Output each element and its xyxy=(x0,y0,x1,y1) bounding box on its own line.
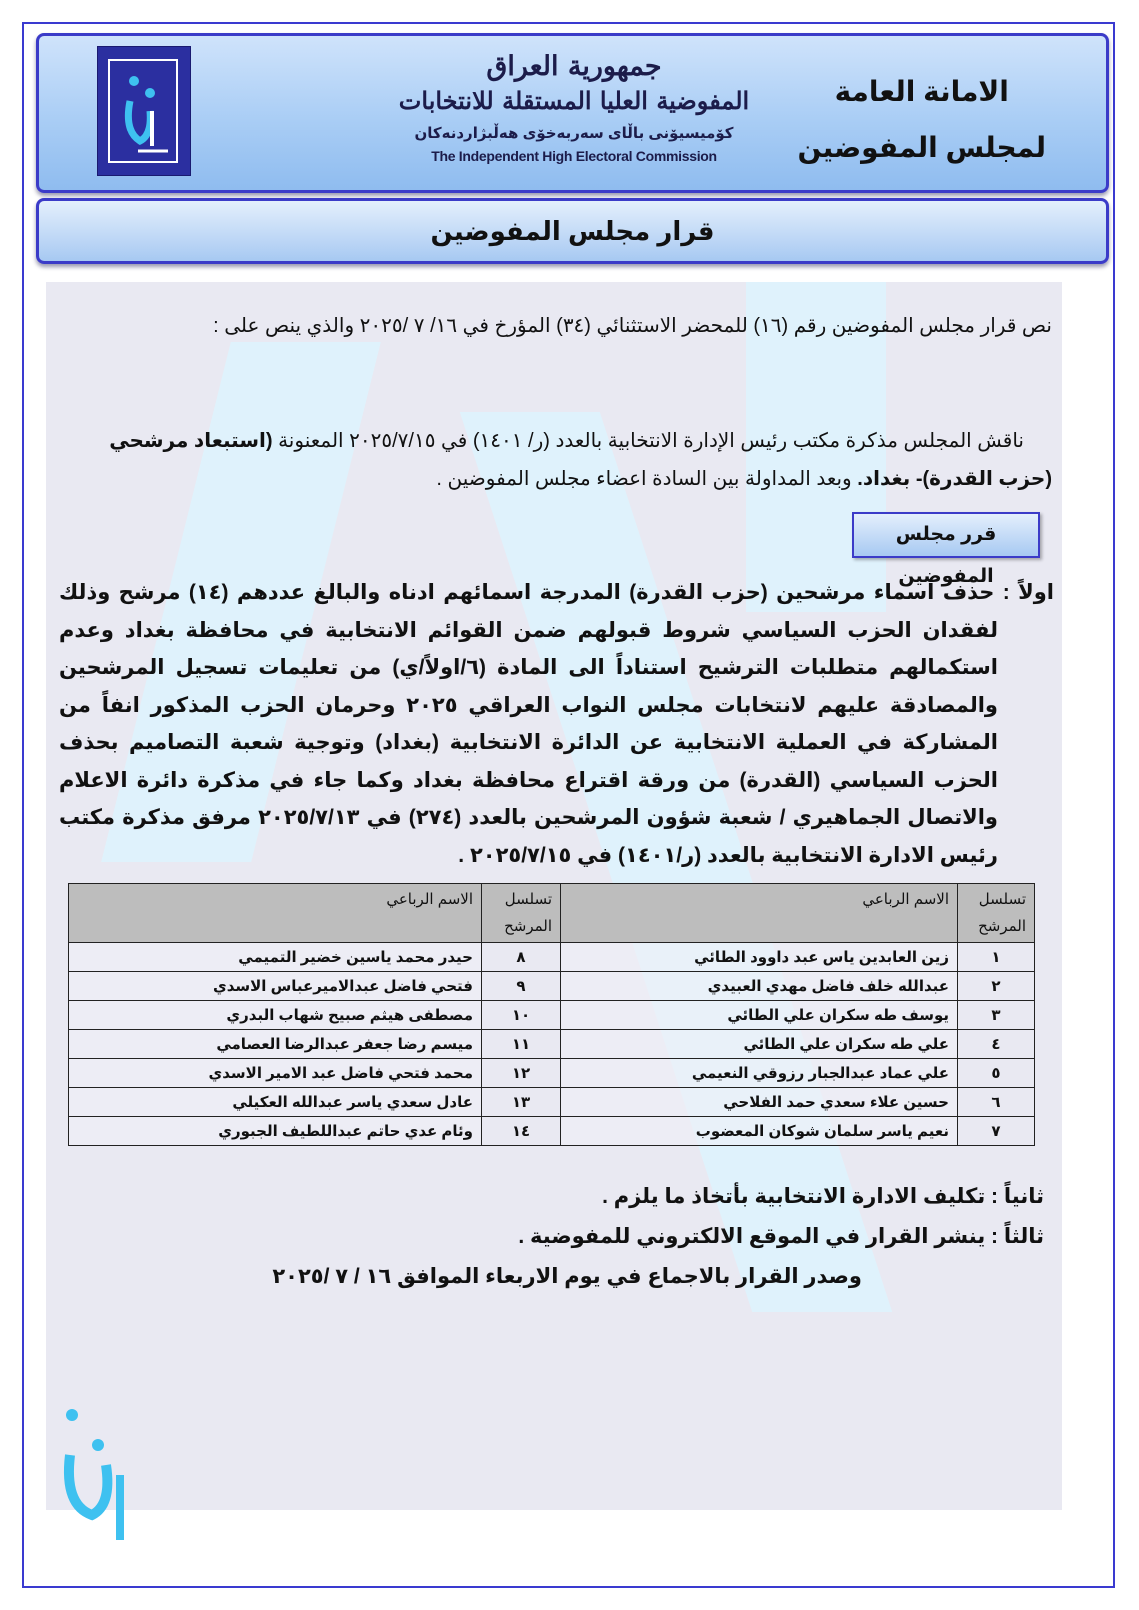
table-row xyxy=(69,1001,1035,1030)
organization-name: جمهورية العراق المفوضية العليا المستقلة للانتخابات كۆمیسیۆنی باڵای سەربەخۆی هەڵبژاردنەکان The Independent High Electoral Commission xyxy=(398,51,750,164)
table-row xyxy=(69,972,1035,1001)
candidate-name: فتحي فاضل عبدالاميرعباس الاسدي xyxy=(69,972,482,1001)
document-title: قرار مجلس المفوضين xyxy=(36,198,1109,264)
candidate-name: ميسم رضا جعفر عبدالرضا العصامي xyxy=(69,1030,482,1059)
candidate-name: محمد فتحي فاضل عبد الامير الاسدي xyxy=(69,1059,482,1088)
ihec-logo xyxy=(97,46,191,176)
candidate-name: يوسف طه سكران علي الطائي xyxy=(561,1001,958,1030)
candidate-seq: ١٤ xyxy=(482,1117,561,1146)
candidate-seq: ٨ xyxy=(482,943,561,972)
candidate-name: علي عماد عبدالجبار رزوقي النعيمي xyxy=(561,1059,958,1088)
closing-statement: وصدر القرار بالاجماع في يوم الاربعاء الموافق ١٦ / ٧ /٢٠٢٥ xyxy=(272,1265,862,1288)
ihec-logo-footer xyxy=(58,1405,138,1545)
second-third-clauses: ثانياً : تكليف الادارة الانتخابية بأتخاذ ما يلزم . ثالثاً : ينشر القرار في الموقع الالكتروني للمفوضية . xyxy=(518,1185,1044,1248)
candidate-seq: ٥ xyxy=(958,1059,1035,1088)
table-row xyxy=(69,1030,1035,1059)
issuing-office: الامانة العامة لمجلس المفوضين xyxy=(797,76,1046,163)
candidate-name: حيدر محمد ياسين خضير التميمي xyxy=(69,943,482,972)
letterhead xyxy=(36,33,1109,193)
table-row xyxy=(69,1059,1035,1088)
candidate-seq: ١٠ xyxy=(482,1001,561,1030)
candidate-name: وئام عدي حاتم عبداللطيف الجبوري xyxy=(69,1117,482,1146)
discussion-paragraph: ناقش المجلس مذكرة مكتب رئيس الإدارة الانتخابية بالعدد (ر/ ١٤٠١) في ٢٠٢٥/٧/١٥ المعنونة (استبعاد مرشحي (حزب القدرة)- بغداد. وبعد المداولة بين السادة اعضاء مجلس المفوضين . xyxy=(109,430,1052,490)
candidate-seq: ٦ xyxy=(958,1088,1035,1117)
candidate-name: علي طه سكران علي الطائي xyxy=(561,1030,958,1059)
table-header-row: تسلسل المرشح الاسم الرباعي تسلسل المرشح الاسم الرباعي xyxy=(69,884,1035,943)
candidate-name: زين العابدين ياس عبد داوود الطائي xyxy=(561,943,958,972)
intro-paragraph: نص قرار مجلس المفوضين رقم (١٦) للمحضر الاستثنائي (٣٤) المؤرخ في ١٦/ ٧ /٢٠٢٥ والذي ينص على : xyxy=(213,315,1052,337)
candidate-name: عبدالله خلف فاضل مهدي العبيدي xyxy=(561,972,958,1001)
candidate-seq: ١٢ xyxy=(482,1059,561,1088)
candidate-seq: ١١ xyxy=(482,1030,561,1059)
table-row xyxy=(69,943,1035,972)
candidates-table xyxy=(68,883,1035,1146)
document-body xyxy=(46,282,1062,1510)
candidate-seq: ٧ xyxy=(958,1117,1035,1146)
candidate-seq: ٩ xyxy=(482,972,561,1001)
candidate-name: نعيم ياسر سلمان شوكان المعضوب xyxy=(561,1117,958,1146)
candidate-seq: ١٣ xyxy=(482,1088,561,1117)
table-row xyxy=(69,1117,1035,1146)
candidate-name: مصطفى هيثم صبيح شهاب البدري xyxy=(69,1001,482,1030)
candidate-seq: ٣ xyxy=(958,1001,1035,1030)
candidate-name: عادل سعدي ياسر عبدالله العكيلي xyxy=(69,1088,482,1117)
candidate-seq: ١ xyxy=(958,943,1035,972)
candidate-seq: ٤ xyxy=(958,1030,1035,1059)
decision-heading: قرر مجلس المفوضين xyxy=(852,512,1040,558)
first-clause: اولاً : حذف اسماء مرشحين (حزب القدرة) المدرجة اسمائهم ادناه والبالغ عددهم (١٤) مرشح وذلك لفقدان الحزب السياسي شروط قبولهم ضمن القوائم الانتخابية في محافظة بغداد وعدم استكمالهم متطلبات الترشيح استناداً الى المادة (٦/اولاً/ي) من تعليمات تسجيل المرشحين والمصادقة عليهم لانتخابات مجلس النواب العراقي ٢٠٢٥ وحرمان الحزب المذكور انفاً من المشاركة في العملية الانتخابية عن الدائرة الانتخابية (بغداد) وتوجية شعبة التصاميم بحذف الحزب السياسي (القدرة) من ورقة اقتراع محافظة بغداد وكما جاء في مذكرة دائرة الاعلام والاتصال الجماهيري / شعبة شؤون المرشحين بالعدد (٢٧٤) في ٢٠٢٥/٧/١٣ مرفق مذكرة مكتب رئيس الادارة الانتخابية بالعدد (ر/١٤٠١) في ٢٠٢٥/٧/١٥ . xyxy=(59,581,1054,867)
table-row xyxy=(69,1088,1035,1117)
candidate-name: حسين علاء سعدي حمد الفلاحي xyxy=(561,1088,958,1117)
candidate-seq: ٢ xyxy=(958,972,1035,1001)
